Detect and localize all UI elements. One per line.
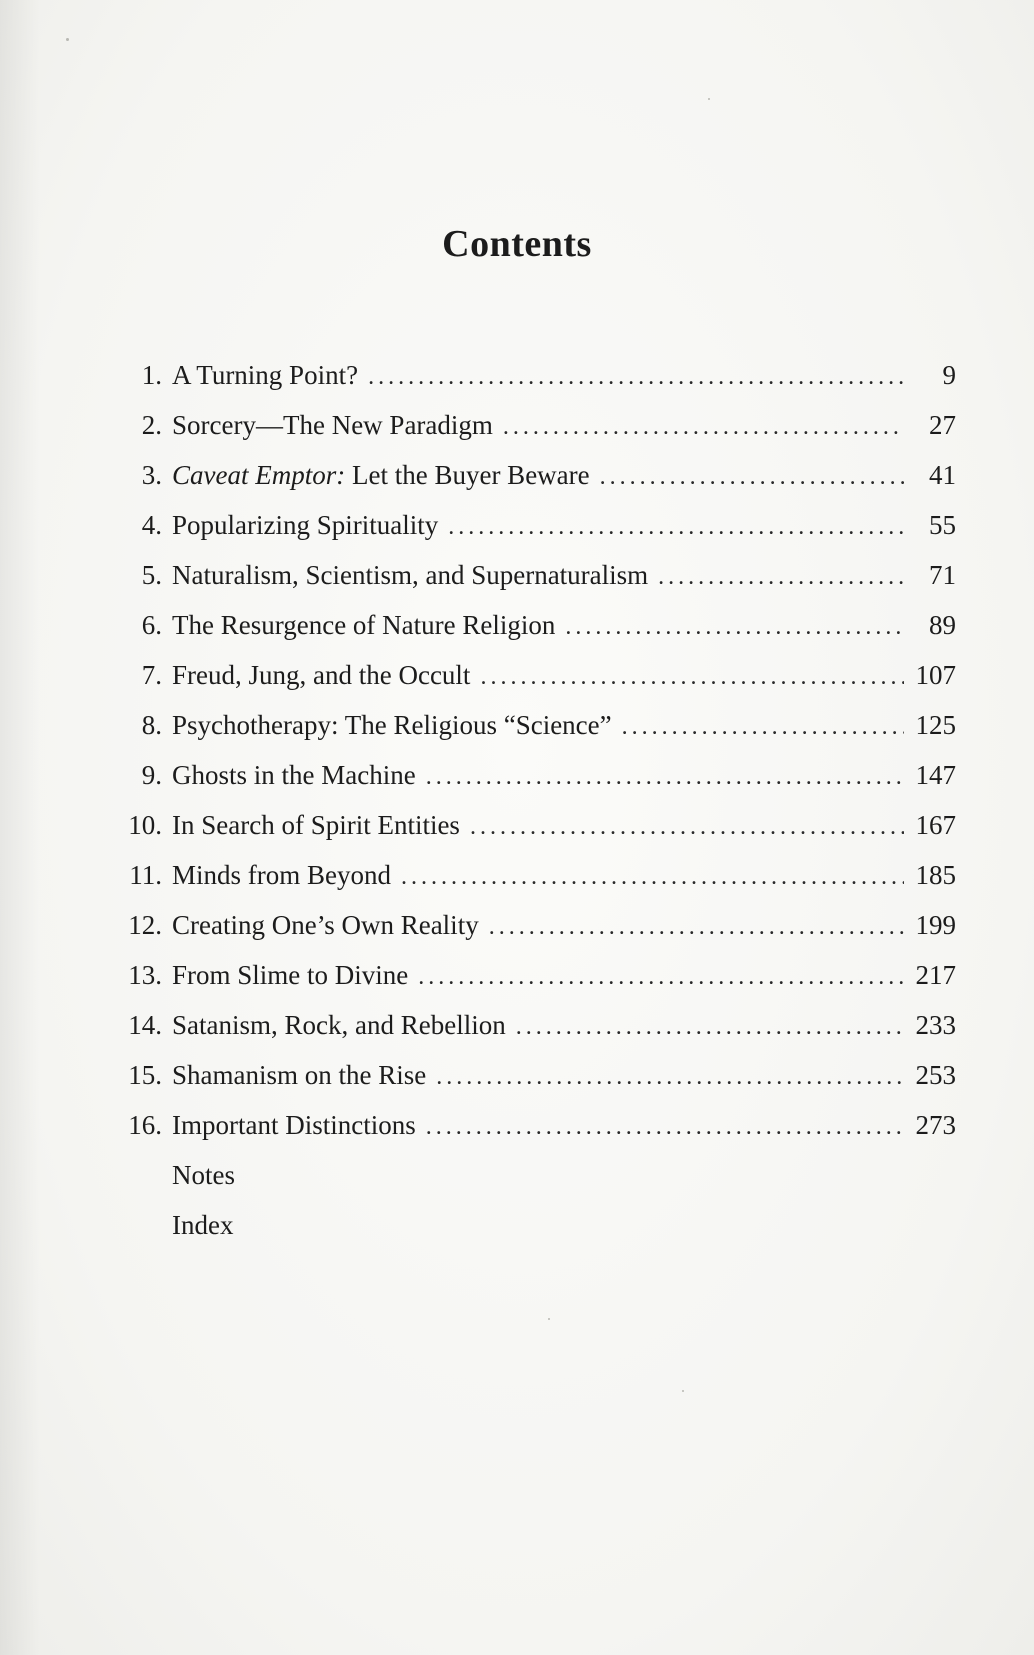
chapter-title: Naturalism, Scientism, and Supernaturalism: [172, 560, 649, 590]
page-number: 125: [915, 710, 956, 740]
paper-speck: [682, 1390, 684, 1392]
toc-entry: [118, 807, 956, 857]
dot-leader: [622, 709, 904, 745]
page-number: 27: [929, 410, 956, 440]
chapter-title: Creating One’s Own Reality: [172, 910, 479, 940]
page-number: 253: [915, 1060, 956, 1090]
chapter-title: Ghosts in the Machine: [172, 760, 416, 790]
dot-leader: [401, 859, 904, 895]
toc-entry: [118, 1007, 956, 1057]
chapter-title-rest: Let the Buyer Beware: [345, 460, 590, 490]
chapter-number: 11.: [129, 860, 162, 890]
page-number: 273: [915, 1110, 956, 1140]
toc-entry: [118, 607, 956, 657]
paper-speck: [66, 38, 69, 41]
chapter-title: In Search of Spirit Entities: [172, 810, 460, 840]
chapter-number: 12.: [128, 910, 162, 940]
chapter-title: Minds from Beyond: [172, 860, 391, 890]
dot-leader: [516, 1009, 904, 1045]
chapter-number: 2.: [141, 410, 162, 440]
page-number: 233: [915, 1010, 956, 1040]
chapter-title: Satanism, Rock, and Rebellion: [172, 1010, 506, 1040]
chapter-title-italic: Caveat Emptor:: [172, 460, 346, 490]
toc-entry: [118, 457, 956, 507]
toc-back-matter-entry: [118, 1157, 956, 1207]
chapter-number: 4.: [141, 510, 162, 540]
chapter-number: 1.: [141, 360, 162, 390]
chapter-title: Important Distinctions: [172, 1110, 416, 1140]
toc-entry: [118, 507, 956, 557]
chapter-title: Sorcery—The New Paradigm: [172, 410, 493, 440]
contents-heading: Contents: [442, 223, 592, 265]
chapter-title: A Turning Point?: [172, 360, 359, 390]
page-number: 199: [915, 910, 956, 940]
paper-speck: [708, 98, 710, 100]
toc-back-matter-entry: [118, 1207, 956, 1257]
chapter-number: 7.: [141, 660, 162, 690]
chapter-number: 16.: [128, 1110, 162, 1140]
dot-leader: [448, 509, 904, 545]
chapter-title: Shamanism on the Rise: [172, 1060, 427, 1090]
dot-leader: [658, 559, 904, 595]
dot-leader: [426, 1109, 904, 1145]
chapter-title: The Resurgence of Nature Religion: [172, 610, 556, 640]
chapter-number: 6.: [141, 610, 162, 640]
dot-leader: [489, 909, 904, 945]
dot-leader: [565, 609, 904, 645]
chapter-title: Psychotherapy: The Religious “Science”: [172, 710, 612, 740]
chapter-number: 9.: [141, 760, 162, 790]
page-number: 147: [915, 760, 956, 790]
chapter-number: 14.: [128, 1010, 162, 1040]
toc-entry: [118, 907, 956, 957]
page-number: 41: [929, 460, 956, 490]
dot-leader: [418, 959, 904, 995]
dot-leader: [426, 759, 904, 795]
dot-leader: [368, 359, 904, 395]
toc-entry: [118, 1057, 956, 1107]
toc-entry: [118, 407, 956, 457]
page-number: 71: [929, 560, 956, 590]
page-number: 9: [942, 360, 956, 390]
chapter-number: 13.: [128, 960, 162, 990]
toc-entry: [118, 557, 956, 607]
chapter-number: 3.: [141, 460, 162, 490]
dot-leader: [600, 459, 904, 495]
dot-leader: [470, 809, 904, 845]
paper-speck: [548, 1318, 550, 1320]
toc-entry: [118, 1107, 956, 1157]
table-of-contents: [118, 357, 956, 1257]
page-number: 217: [915, 960, 956, 990]
toc-entry: [118, 357, 956, 407]
toc-entry: [118, 707, 956, 757]
toc-entry: [118, 957, 956, 1007]
page-number: 55: [929, 510, 956, 540]
dot-leader: [503, 409, 904, 445]
dot-leader: [436, 1059, 904, 1095]
chapter-title: From Slime to Divine: [172, 960, 409, 990]
back-matter-index: Index: [172, 1210, 234, 1240]
chapter-number: 5.: [141, 560, 162, 590]
toc-entry: [118, 857, 956, 907]
chapter-title: [172, 457, 590, 493]
chapter-title: Freud, Jung, and the Occult: [172, 660, 471, 690]
page-number: 185: [915, 860, 956, 890]
page-number: 107: [915, 660, 956, 690]
chapter-number: 10.: [128, 810, 162, 840]
page-number: 89: [929, 610, 956, 640]
chapter-title: Popularizing Spirituality: [172, 510, 439, 540]
back-matter-notes: Notes: [172, 1160, 235, 1190]
page-number: 167: [915, 810, 956, 840]
toc-entry: [118, 657, 956, 707]
chapter-number: 8.: [141, 710, 162, 740]
chapter-number: 15.: [128, 1060, 162, 1090]
dot-leader: [480, 659, 904, 695]
toc-entry: [118, 757, 956, 807]
